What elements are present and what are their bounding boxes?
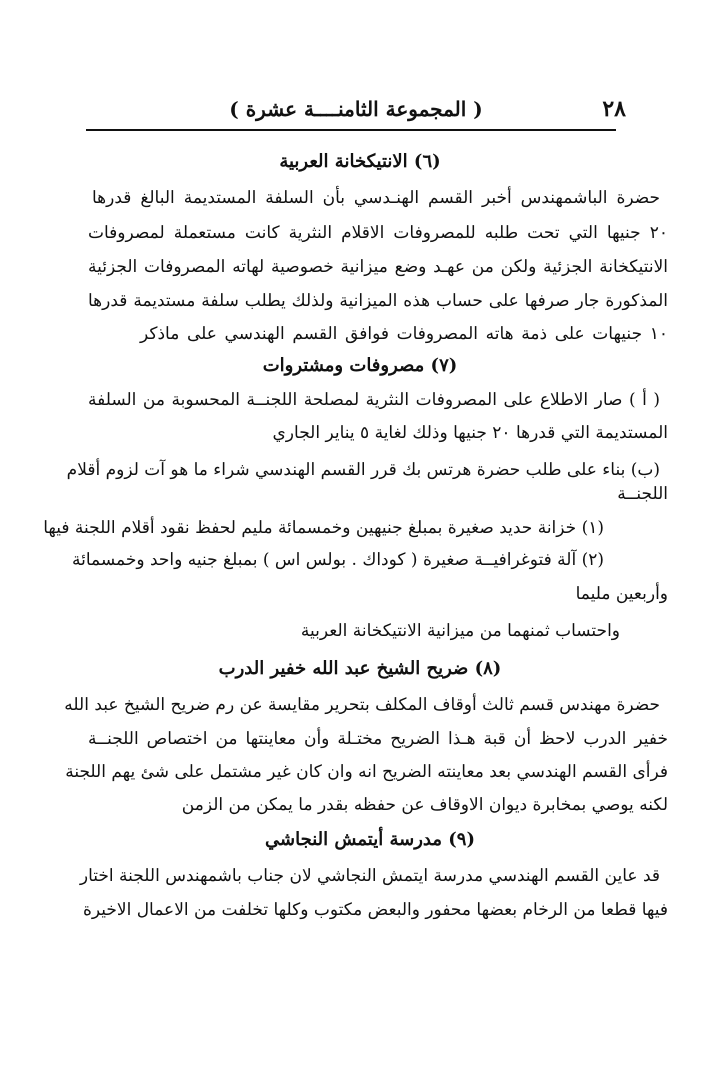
text-line: واحتساب ثمنهما من ميزانية الانتيكخانة العربية bbox=[300, 621, 620, 641]
text-line: ١٠ جنيهات على ذمة هاته المصروفات فوافق القسم الهندسي على ماذكر bbox=[140, 324, 668, 344]
text-line: فيها قطعا من الرخام بعضها محفور والبعض مكتوب وكلها تخلفت من الاعمال الاخيرة bbox=[82, 900, 668, 920]
header-rule bbox=[86, 129, 616, 131]
section-heading-8: (٨) ضريح الشيخ عبد الله خفير الدرب bbox=[218, 658, 502, 679]
section-heading-7: (٧) مصروفات ومشتروات bbox=[262, 355, 458, 376]
text-line: خفير الدرب لاحظ أن قبة هـذا الضريح مختـلة وأن معاينتها من اختصاص اللجنــة bbox=[88, 729, 668, 749]
text-line: ( أ ) صار الاطلاع على المصروفات النثرية لمصلحة اللجنــة المحسوبة من السلفة bbox=[88, 390, 660, 410]
text-line: المذكورة جار صرفها على حساب هذه الميزانية ولذلك يطلب سلفة مستديمة قدرها bbox=[88, 291, 669, 311]
text-line: اللجنــة bbox=[617, 484, 668, 504]
text-line: الانتيكخانة الجزئية ولكن من عهـد وضع ميزانية خصوصية لهاته المصروفات الجزئية bbox=[88, 257, 668, 277]
text-line: وأربعين مليما bbox=[575, 584, 668, 604]
text-line: المستديمة التي قدرها ٢٠ جنيها وذلك لغاية ٥ يناير الجاري bbox=[272, 423, 668, 443]
text-line: (٢) آلة فتوغرافيــة صغيرة ( كوداك . بولس اس ) بمبلغ جنيه واحد وخمسمائة bbox=[72, 550, 604, 570]
text-line: (١) خزانة حديد صغيرة بمبلغ جنيهين وخمسمائة مليم لحفظ نقود أقلام اللجنة فيها bbox=[43, 518, 604, 538]
text-line: لكنه يوصي بمخابرة ديوان الاوقاف عن حفظه بقدر ما يمكن من الزمن bbox=[181, 795, 668, 815]
text-line: (ب) بناء على طلب حضرة هرتس بك قرر القسم الهندسي شراء ما هو آت لزوم أقلام bbox=[66, 460, 660, 480]
running-head bbox=[86, 92, 626, 126]
text-line: حضرة الباشمهندس أخبر القسم الهنـدسي بأن السلفة المستديمة البالغ قدرها bbox=[92, 188, 660, 208]
page-number: ٢٨ bbox=[602, 96, 626, 122]
section-heading-9: (٩) مدرسة أيتمش النجاشي bbox=[265, 829, 475, 850]
running-title: ( المجموعة الثامنــــة عشرة ) bbox=[229, 97, 483, 121]
section-heading-6: (٦) الانتيكخانة العربية bbox=[279, 151, 441, 172]
text-line: فرأى القسم الهندسي بعد معاينته الضريح انه وان كان غير مشتمل على شئ يهم اللجنة bbox=[65, 762, 668, 782]
text-line: حضرة مهندس قسم ثالث أوقاف المكلف بتحرير مقايسة عن رم ضريح الشيخ عبد الله bbox=[64, 695, 660, 715]
text-line: ٢٠ جنيها التي تحت طلبه للمصروفات الاقلام النثرية كانت مستعملة لمصروفات bbox=[88, 223, 668, 243]
text-line: قد عاين القسم الهندسي مدرسة ايتمش النجاشي لان جناب باشمهندس اللجنة اختار bbox=[79, 866, 660, 886]
